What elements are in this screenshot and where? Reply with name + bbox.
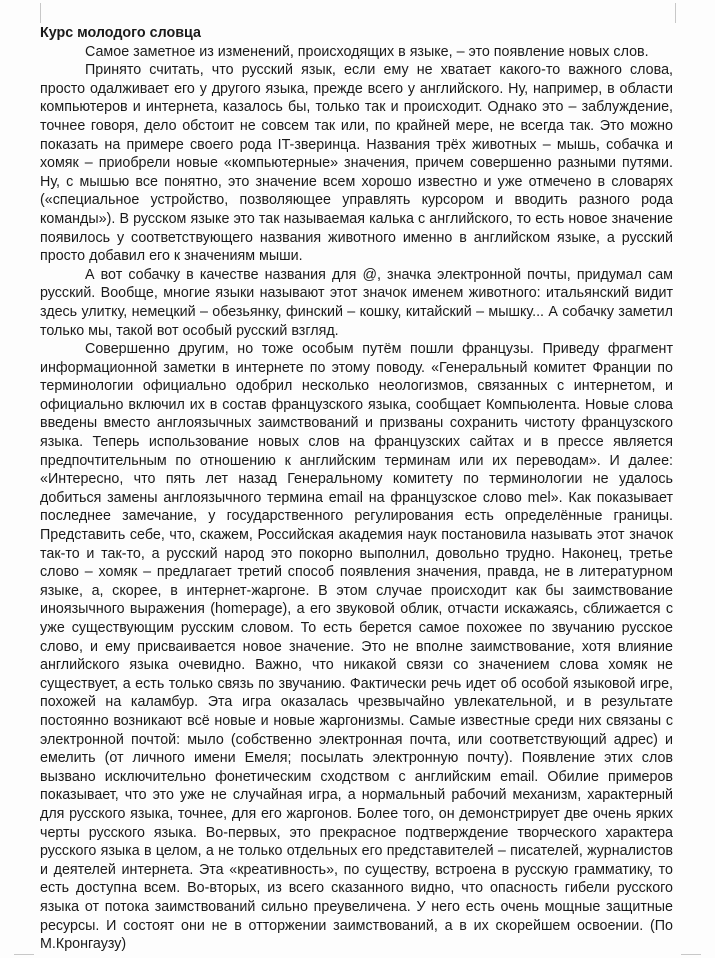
document-body — [40, 24, 673, 954]
paragraph-intro: Самое заметное из изменений, происходящих в языке, – это появление новых слов. — [85, 43, 649, 60]
paragraph-french-and-hamster: Совершенно другим, но тоже особым путём пошли французы. Приведу фрагмент информационной заметки в интернете по этому поводу. «Генеральный комитет Франции по терминологии официально одобрил несколько неологизмов, связанных с интернетом, и официально включил их в состав французского языка, сообщает Компьюлента. Новые слова введены вместо англоязычных заимствований и призваны сохранить чистоту французского языка. Теперь использование новых слов на французских сайтах и в прессе является предпочтительным по отношению к английским терминам или их переводам». И далее: «Интересно, что пять лет назад Генеральному комитету по терминологии не удалось добиться замены англоязычного термина email на французское слово mel». Как показывает последнее замечание, у государственного регулирования есть определённые границы. Представить себе, что, скажем, Российская академия наук постановила называть этот значок так-то и так-то, а русский народ это покорно выполнил, довольно трудно. Наконец, третье слово – хомяк – предлагает третий способ появления значения, правда, не в литературном языке, а, скорее, в интернет-жаргоне. В этом случае происходит как бы заимствование иноязычного выражения (homepage), а его звуковой облик, отчасти искажаясь, сближается с уже существующим русским словом. То есть берется самое похожее по звучанию русское слово, и ему присваивается новое значение. Это не вполне заимствование, хотя влияние английского языка очевидно. Важно, что никакой связи со значением слова хомяк не существует, а есть только связь по звучанию. Фактически речь идет об особой языковой игре, похожей на каламбур. Эта игра оказалась чрезвычайно увлекательной, и в результате постоянно возникают всё новые и новые жаргонизмы. Самые известные среди них связаны с электронной почтой: мыло (собственно электронная почта, или соответствующий адрес) и емелить (от личного имени Емеля; посылать электронную почту). Появление этих слов вызвано исключительно фонетическим сходством с английским email. Обилие примеров показывает, что это уже не случайная игра, а нормальный рабочий механизм, характерный для русского языка, точнее, для его жаргонов. Более того, он демонстрирует две очень ярких черты русского языка. Во-первых, это прекрасное подтверждение творческого характера русского языка в целом, а не только отдельных его представителей – писателей, журналистов и деятелей интернета. Эта «креативность», по существу, встроена в русскую грамматику, то есть доступна всем. Во-вторых, из всего сказанного видно, что опасность гибели русского языка от потока заимствований сильно преувеличена. У него есть очень мощные защитные ресурсы. И состоят они не в отторжении заимствований, а в их скорейшем освоении. (По М.Кронгаузу) — [40, 341, 673, 953]
document-title: Курс молодого словца — [40, 25, 201, 41]
crop-mark-top-right — [675, 3, 676, 23]
crop-mark-bottom-left — [14, 954, 34, 955]
crop-mark-bottom-right — [681, 954, 701, 955]
paragraph-dog: А вот собачку в качестве названия для @, значка электронной почты, придумал сам русский. Вообще, многие языки называют этот значок именем животного: итальянский видит здесь улитку, немецкий – обезьянку, финский – кошку, китайский – мышку... А собачку заметил только мы, такой вот особый русский взгляд. — [40, 266, 673, 339]
crop-mark-top-left — [40, 3, 41, 23]
paragraph-mouse: Принято считать, что русский язык, если ему не хватает какого-то важного слова, просто одалживает его у другого языка, прежде всего у английского. Ну, например, в области компьютеров и интернета, казалось бы, только так и происходит. Однако это – заблуждение, точнее говоря, дело обстоит не совсем так или, по крайней мере, не всегда так. Это можно показать на примере своего рода IT-зверинца. Названия трёх животных – мышь, собачка и хомяк – приобрели новые «компьютерные» значения, причем совершенно разными путями. Ну, с мышью все понятно, это значение всем хорошо известно и уже отмечено в словарях («специальное устройство, позволяющее управлять курсором и вводить разного рода команды»). В русском языке это так называемая калька с английского, то есть новое значение появилось у соответствующего названия животного именно в английском языке, а русский просто добавил его к значениям мыши. — [40, 62, 673, 265]
